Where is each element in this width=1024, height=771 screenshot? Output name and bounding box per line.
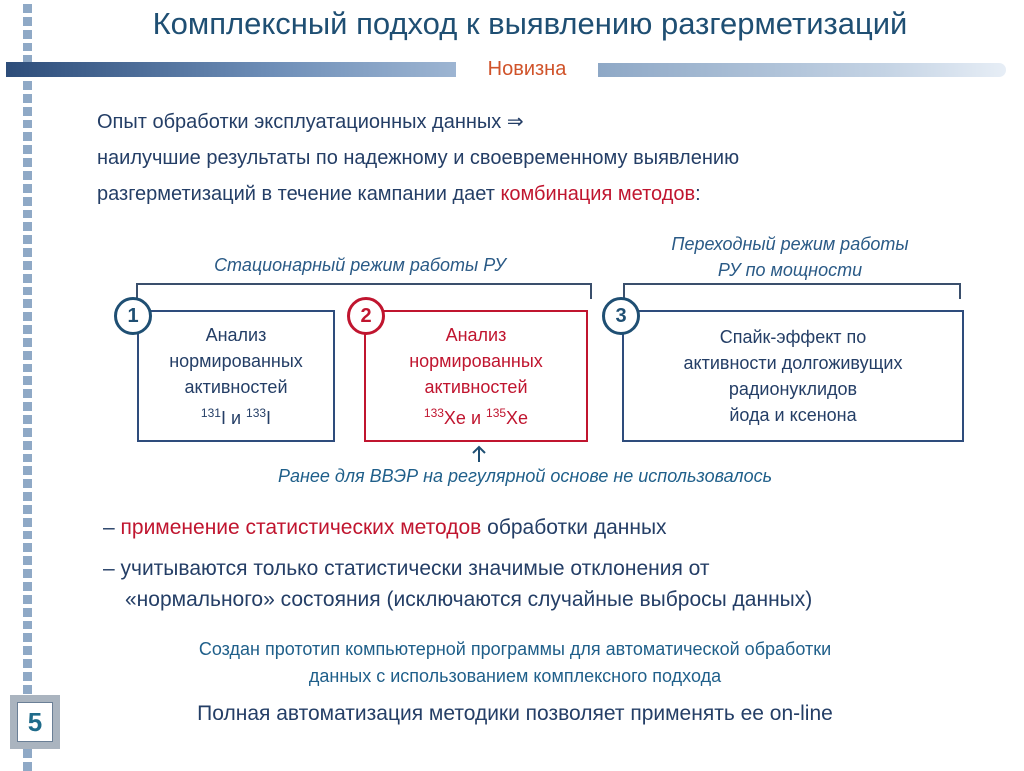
method-2-line-1: Анализ — [445, 324, 507, 345]
strip-square — [23, 646, 32, 655]
intro-text — [97, 104, 997, 212]
strip-square — [23, 518, 32, 527]
prototype-line-2: данных с использованием комплексного подхода — [308, 666, 722, 686]
method-2-line-2: нормированных — [409, 350, 543, 371]
method-number-3: 3 — [602, 297, 640, 335]
strip-square — [23, 235, 32, 244]
stationary-mode-header: Стационарный режим работы РУ — [214, 255, 506, 275]
strip-square — [23, 351, 32, 360]
method-3-line-3: радионуклидов — [728, 379, 858, 399]
strip-square — [23, 30, 32, 39]
strip-square — [23, 582, 32, 591]
method-box-2 — [364, 310, 588, 442]
intro-line-3-suffix: : — [695, 183, 701, 205]
strip-square — [23, 94, 32, 103]
intro-line-3-prefix: разгерметизаций в течение кампании дает — [97, 183, 501, 205]
method-1-line-2: нормированных — [169, 350, 303, 371]
strip-square — [23, 428, 32, 437]
strip-square — [23, 107, 32, 116]
strip-square — [23, 402, 32, 411]
strip-square — [23, 466, 32, 475]
bullet-2-line-2: «нормального» состояния (исключаются случайные выбросы данных) — [125, 588, 813, 611]
strip-square — [23, 389, 32, 398]
strip-square — [23, 158, 32, 167]
strip-square — [23, 299, 32, 308]
method-box-3 — [622, 310, 964, 442]
strip-square — [23, 43, 32, 52]
strip-square — [23, 364, 32, 373]
slide-subtitle: Новизна — [487, 58, 567, 80]
strip-square — [23, 556, 32, 565]
bullet-2: – учитываются только статистически значимые отклонения от «нормального» состояния (исключаются случайные выбросы данных) — [103, 553, 812, 615]
page-number: 5 — [17, 702, 53, 742]
strip-square — [23, 505, 32, 514]
bullet-1-highlight: применение статистических методов — [120, 516, 482, 539]
novelty-note: Ранее для ВВЭР на регулярной основе не использовалось — [277, 466, 773, 486]
transient-bracket — [623, 283, 961, 299]
strip-square — [23, 685, 32, 694]
method-3-line-1: Спайк-эффект по — [719, 327, 867, 347]
up-arrow-icon — [471, 445, 487, 463]
transient-header-line-2: РУ по мощности — [717, 260, 863, 280]
intro-line-1: Опыт обработки эксплуатационных данных ⇒ — [97, 111, 524, 133]
strip-square — [23, 441, 32, 450]
intro-highlight: комбинация методов — [500, 183, 696, 205]
strip-square — [23, 595, 32, 604]
strip-square — [23, 338, 32, 347]
strip-square — [23, 17, 32, 26]
strip-square — [23, 762, 32, 771]
method-number-1: 1 — [114, 297, 152, 335]
method-3-line-2: активности долгоживущих — [683, 353, 903, 373]
method-1-line-1: Анализ — [205, 324, 267, 345]
method-2-isotopes: $^{133}$Xe и $^{135}$Xe — [423, 405, 529, 428]
transient-header-line-1: Переходный режим работы — [671, 234, 909, 254]
slide-title: Комплексный подход к выявлению разгерметизаций — [152, 6, 908, 41]
method-number-2: 2 — [347, 297, 385, 335]
strip-square — [23, 621, 32, 630]
intro-line-2: наилучшие результаты по надежному и своевременному выявлению — [97, 147, 740, 169]
final-statement: Полная автоматизация методики позволяет применять ее on-line — [197, 702, 833, 725]
strip-square — [23, 492, 32, 501]
page-number-badge — [10, 695, 60, 749]
prototype-text — [60, 636, 970, 690]
strip-square — [23, 479, 32, 488]
strip-square — [23, 325, 32, 334]
method-3-line-4: йода и ксенона — [729, 405, 857, 425]
method-1-line-3: активностей — [184, 376, 288, 397]
strip-square — [23, 672, 32, 681]
strip-square — [23, 569, 32, 578]
strip-square — [23, 184, 32, 193]
strip-square — [23, 81, 32, 90]
transient-mode-header — [600, 231, 980, 283]
bullet-2-line-1: учитываются только статистически значимые отклонения от — [120, 557, 710, 580]
strip-square — [23, 749, 32, 758]
strip-square — [23, 222, 32, 231]
strip-square — [23, 248, 32, 257]
strip-square — [23, 287, 32, 296]
strip-square — [23, 608, 32, 617]
strip-square — [23, 659, 32, 668]
bullet-1: – применение статистических методов обработки данных — [103, 516, 667, 539]
method-1-isotopes: $^{131}$I и $^{133}$I — [200, 405, 272, 428]
strip-square — [23, 210, 32, 219]
intro-line-3 — [97, 176, 997, 212]
method-box-1 — [137, 310, 335, 442]
strip-square — [23, 120, 32, 129]
strip-square — [23, 197, 32, 206]
strip-square — [23, 633, 32, 642]
left-decorative-strip — [18, 0, 36, 771]
strip-square — [23, 274, 32, 283]
strip-square — [23, 4, 32, 13]
strip-square — [23, 543, 32, 552]
strip-square — [23, 261, 32, 270]
strip-square — [23, 415, 32, 424]
strip-square — [23, 132, 32, 141]
title-bar-right — [598, 63, 1006, 77]
prototype-line-1: Создан прототип компьютерной программы для автоматической обработки — [198, 639, 832, 659]
method-2-line-3: активностей — [424, 376, 528, 397]
strip-square — [23, 171, 32, 180]
title-bar-left — [6, 62, 456, 77]
strip-square — [23, 376, 32, 385]
strip-square — [23, 454, 32, 463]
strip-square — [23, 312, 32, 321]
strip-square — [23, 145, 32, 154]
strip-square — [23, 531, 32, 540]
